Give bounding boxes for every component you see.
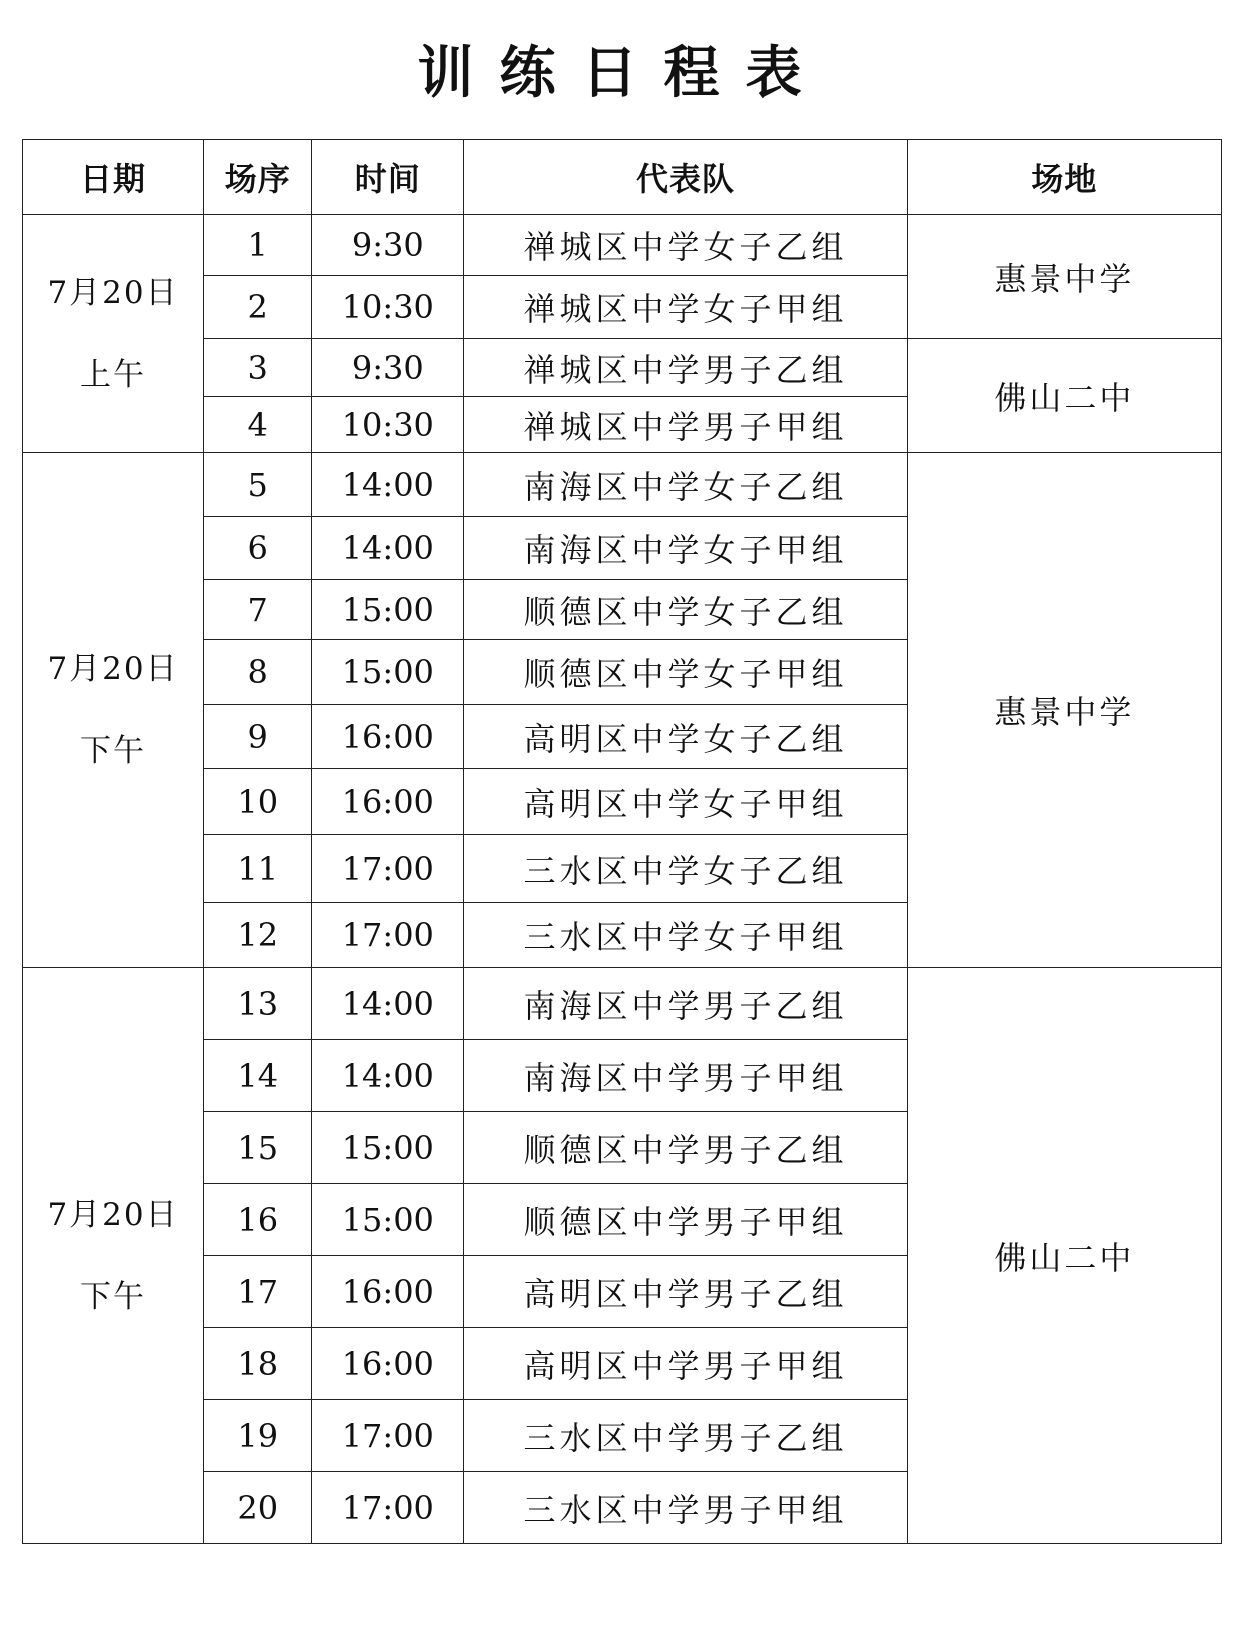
team-cell: 禅城区中学女子乙组 bbox=[464, 215, 907, 276]
team-cell: 禅城区中学男子甲组 bbox=[464, 397, 907, 453]
time-cell: 9:30 bbox=[312, 339, 464, 397]
team-cell: 禅城区中学男子乙组 bbox=[464, 339, 907, 397]
venue-cell: 惠景中学 bbox=[907, 453, 1221, 968]
team-cell: 高明区中学男子甲组 bbox=[464, 1328, 907, 1400]
time-cell: 14:00 bbox=[312, 453, 464, 517]
time-cell: 15:00 bbox=[312, 1112, 464, 1184]
seq-cell: 18 bbox=[204, 1328, 312, 1400]
time-cell: 17:00 bbox=[312, 903, 464, 968]
header-team: 代表队 bbox=[464, 140, 907, 215]
team-cell: 南海区中学女子甲组 bbox=[464, 517, 907, 580]
date-text: 7月20日 bbox=[47, 274, 179, 311]
seq-cell: 17 bbox=[204, 1256, 312, 1328]
seq-cell: 1 bbox=[204, 215, 312, 276]
seq-cell: 10 bbox=[204, 769, 312, 835]
team-cell: 高明区中学女子乙组 bbox=[464, 705, 907, 769]
period-text: 上午 bbox=[80, 356, 147, 393]
date-text: 7月20日 bbox=[47, 651, 179, 687]
time-cell: 15:00 bbox=[312, 640, 464, 705]
seq-cell: 19 bbox=[204, 1400, 312, 1472]
time-cell: 15:00 bbox=[312, 1184, 464, 1256]
header-seq: 场序 bbox=[204, 140, 312, 215]
time-cell: 10:30 bbox=[312, 276, 464, 339]
team-cell: 三水区中学女子乙组 bbox=[464, 835, 907, 903]
time-cell: 14:00 bbox=[312, 968, 464, 1040]
time-cell: 16:00 bbox=[312, 1328, 464, 1400]
venue-cell: 惠景中学 bbox=[907, 215, 1221, 339]
team-cell: 南海区中学男子乙组 bbox=[464, 968, 907, 1040]
team-cell: 顺德区中学女子乙组 bbox=[464, 580, 907, 640]
time-cell: 17:00 bbox=[312, 1400, 464, 1472]
team-cell: 三水区中学女子甲组 bbox=[464, 903, 907, 968]
period-text: 下午 bbox=[80, 1278, 147, 1315]
time-cell: 16:00 bbox=[312, 705, 464, 769]
date-cell bbox=[23, 215, 204, 453]
table-row bbox=[23, 453, 1222, 517]
header-row bbox=[23, 140, 1222, 215]
date-cell bbox=[23, 968, 204, 1544]
time-cell: 14:00 bbox=[312, 517, 464, 580]
seq-cell: 8 bbox=[204, 640, 312, 705]
seq-cell: 6 bbox=[204, 517, 312, 580]
seq-cell: 14 bbox=[204, 1040, 312, 1112]
seq-cell: 13 bbox=[204, 968, 312, 1040]
seq-cell: 15 bbox=[204, 1112, 312, 1184]
seq-cell: 20 bbox=[204, 1472, 312, 1544]
seq-cell: 4 bbox=[204, 397, 312, 453]
time-cell: 16:00 bbox=[312, 769, 464, 835]
team-cell: 三水区中学男子甲组 bbox=[464, 1472, 907, 1544]
seq-cell: 7 bbox=[204, 580, 312, 640]
time-cell: 10:30 bbox=[312, 397, 464, 453]
team-cell: 高明区中学女子甲组 bbox=[464, 769, 907, 835]
seq-cell: 5 bbox=[204, 453, 312, 517]
venue-cell: 佛山二中 bbox=[907, 968, 1221, 1544]
team-cell: 顺德区中学男子乙组 bbox=[464, 1112, 907, 1184]
seq-cell: 9 bbox=[204, 705, 312, 769]
schedule-table bbox=[22, 139, 1222, 1544]
team-cell: 禅城区中学女子甲组 bbox=[464, 276, 907, 339]
date-cell bbox=[23, 453, 204, 968]
time-cell: 16:00 bbox=[312, 1256, 464, 1328]
time-cell: 15:00 bbox=[312, 580, 464, 640]
team-cell: 高明区中学男子乙组 bbox=[464, 1256, 907, 1328]
header-date: 日期 bbox=[23, 140, 204, 215]
period-text: 下午 bbox=[80, 733, 147, 769]
team-cell: 顺德区中学男子甲组 bbox=[464, 1184, 907, 1256]
seq-cell: 16 bbox=[204, 1184, 312, 1256]
table-row bbox=[23, 968, 1222, 1040]
team-cell: 南海区中学女子乙组 bbox=[464, 453, 907, 517]
team-cell: 南海区中学男子甲组 bbox=[464, 1040, 907, 1112]
time-cell: 9:30 bbox=[312, 215, 464, 276]
team-cell: 顺德区中学女子甲组 bbox=[464, 640, 907, 705]
seq-cell: 12 bbox=[204, 903, 312, 968]
time-cell: 17:00 bbox=[312, 835, 464, 903]
page-title: 训练日程表 bbox=[417, 40, 828, 106]
seq-cell: 2 bbox=[204, 276, 312, 339]
team-cell: 三水区中学男子乙组 bbox=[464, 1400, 907, 1472]
date-text: 7月20日 bbox=[47, 1196, 179, 1233]
seq-cell: 3 bbox=[204, 339, 312, 397]
time-cell: 14:00 bbox=[312, 1040, 464, 1112]
time-cell: 17:00 bbox=[312, 1472, 464, 1544]
table-row bbox=[23, 215, 1222, 276]
header-venue: 场地 bbox=[907, 140, 1221, 215]
header-time: 时间 bbox=[312, 140, 464, 215]
seq-cell: 11 bbox=[204, 835, 312, 903]
venue-cell: 佛山二中 bbox=[907, 339, 1221, 453]
